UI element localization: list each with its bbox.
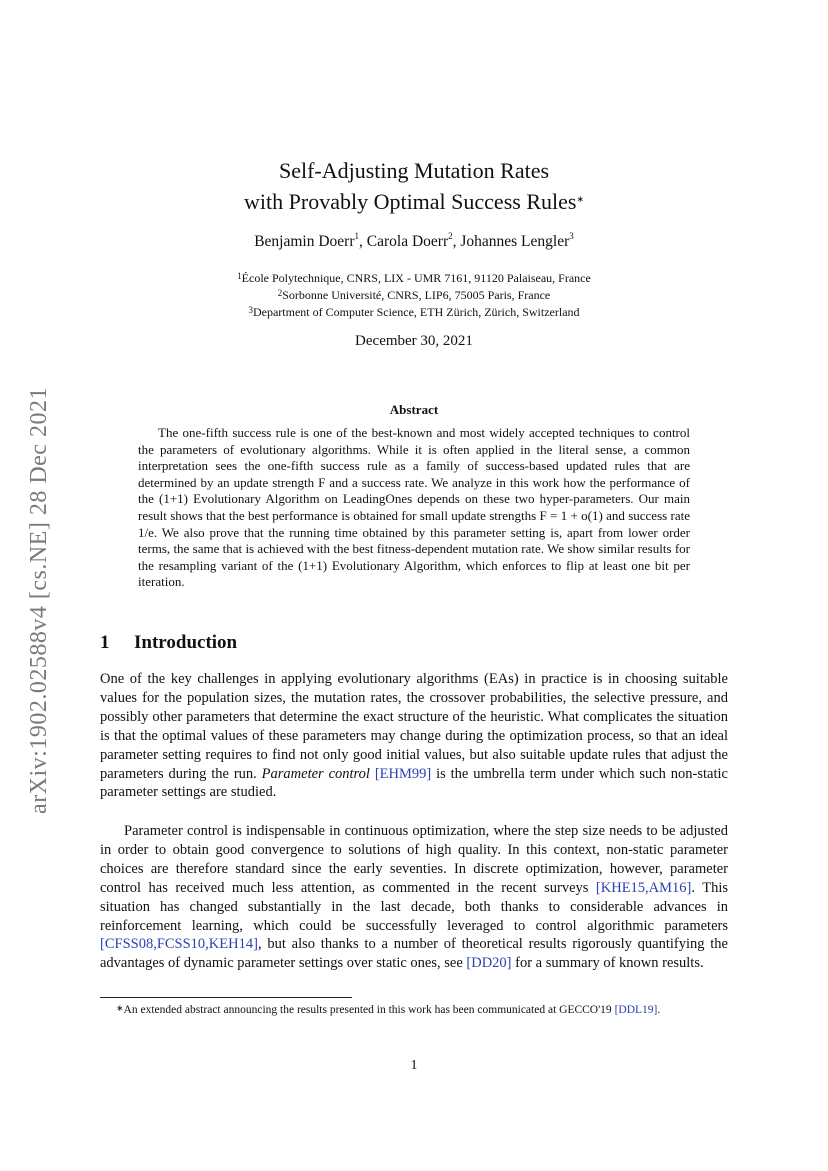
citation-link[interactable]: [DDL19]: [614, 1004, 658, 1016]
author-name: Johannes Lengler: [460, 233, 570, 250]
author-affil-mark: 2: [448, 231, 453, 241]
affiliation-line: $^3$Department of Computer Science, ETH Zürich, Zürich, Switzerland: [248, 305, 580, 319]
title-line-1: Self-Adjusting Mutation Rates: [278, 158, 550, 183]
abstract-text: The one-fifth success rule is one of the best-known and most widely accepted techniques to control the parameters of evolutionary algorithms. While it is often applied in the literal sense, a common interpretation sees the one-fifth success rule as a family of success-based updated rules that are determined by an update strength F and a success rate. We analyze in this work how the performance of the (1+1) Evolutionary Algorithm on LeadingOnes depends on these two hyper-parameters. Our main result shows that the best performance is obtained for small update strengths F = 1 + o(1) and success rate 1/e. We also prove that the running time obtained by this parameter setting is, apart from lower order terms, the same that is achieved with the best fitness-dependent mutation rate. We show similar results for the resampling variant of the (1+1) Evolutionary Algorithm, which enforces to flip at least one bit per iteration.: [138, 425, 690, 590]
paper-date: December 30, 2021: [355, 333, 473, 349]
intro-paragraph-1: One of the key challenges in applying evolutionary algorithms (EAs) in practice is in choosing suitable values for the population sizes, the mutation rates, the crossover probabilities, the selective pressure, and possibly other parameters that determine the exact structure of the heuristic. What complicates the situation is that the optimal values of these parameters may change during the optimization process, so that an ideal parameter setting requires to find not only good initial values, but also suitable update rules that adjust the parameters during the run. Parameter control [EHM99] is the umbrella term under which such non-static parameter settings are studied.: [100, 671, 728, 801]
section-number: 1: [100, 632, 110, 653]
intro-paragraph-2: Parameter control is indispensable in continuous optimization, where the step size needs to be adjusted in order to obtain good convergence to solutions of high quality. In this context, non-static parameter choices are therefore standard since the early seventies. In discrete optimization, however, parameter control has received much less attention, as commented in the recent surveys [KHE15,AM16]. This situation has changed substantially in the last decade, both thanks to considerable advances in reinforcement learning, which could be successfully leveraged to control algorithmic parameters [CFSS08,FCSS10,KEH14], but also thanks to a number of theoretical results rigorously quantifying the advantages of dynamic parameter settings over static ones, see [DD20] for a summary of known results.: [100, 823, 728, 972]
citation-link[interactable]: [EHM99]: [374, 765, 432, 782]
author-name: Carola Doerr: [366, 233, 449, 250]
footnote-rule: [100, 997, 352, 998]
footnote: ∗An extended abstract announcing the results presented in this work has been communicated at GECCO'19 [DDL19].: [116, 1003, 661, 1016]
author-name: Benjamin Doerr: [254, 233, 355, 250]
title-line-2: with Provably Optimal Success Rules∗: [244, 189, 584, 214]
affiliation-line: $^1$École Polytechnique, CNRS, LIX - UMR 7161, 91120 Palaiseau, France: [237, 271, 591, 285]
citation-link[interactable]: [KHE15,AM16]: [595, 879, 692, 896]
emphasis-term: Parameter control: [261, 765, 370, 782]
affiliation-line: $^2$Sorbonne Université, CNRS, LIP6, 75005 Paris, France: [277, 288, 551, 302]
footnote-mark: ∗: [116, 1003, 124, 1013]
affiliations: [0, 270, 828, 321]
paper-title: [0, 155, 828, 217]
arxiv-sidebar-stamp: [14, 350, 64, 850]
author-affil-mark: 3: [569, 231, 574, 241]
author-list: Benjamin Doerr$^1$, Carola Doerr$^2$, Johannes Lengler$^3$: [254, 231, 574, 250]
author-affil-mark: 1: [354, 231, 360, 241]
page-number: 1: [410, 1058, 418, 1073]
arxiv-identifier: arXiv:1902.02588v4 [cs.NE] 28 Dec 2021: [25, 386, 52, 814]
citation-link[interactable]: [CFSS08,FCSS10,KEH14]: [100, 936, 258, 953]
section-heading: [100, 632, 237, 654]
title-footnote-mark: ∗: [576, 194, 584, 204]
citation-link[interactable]: [DD20]: [466, 955, 512, 972]
section-title: Introduction: [134, 632, 238, 653]
abstract-heading: Abstract: [389, 402, 439, 417]
